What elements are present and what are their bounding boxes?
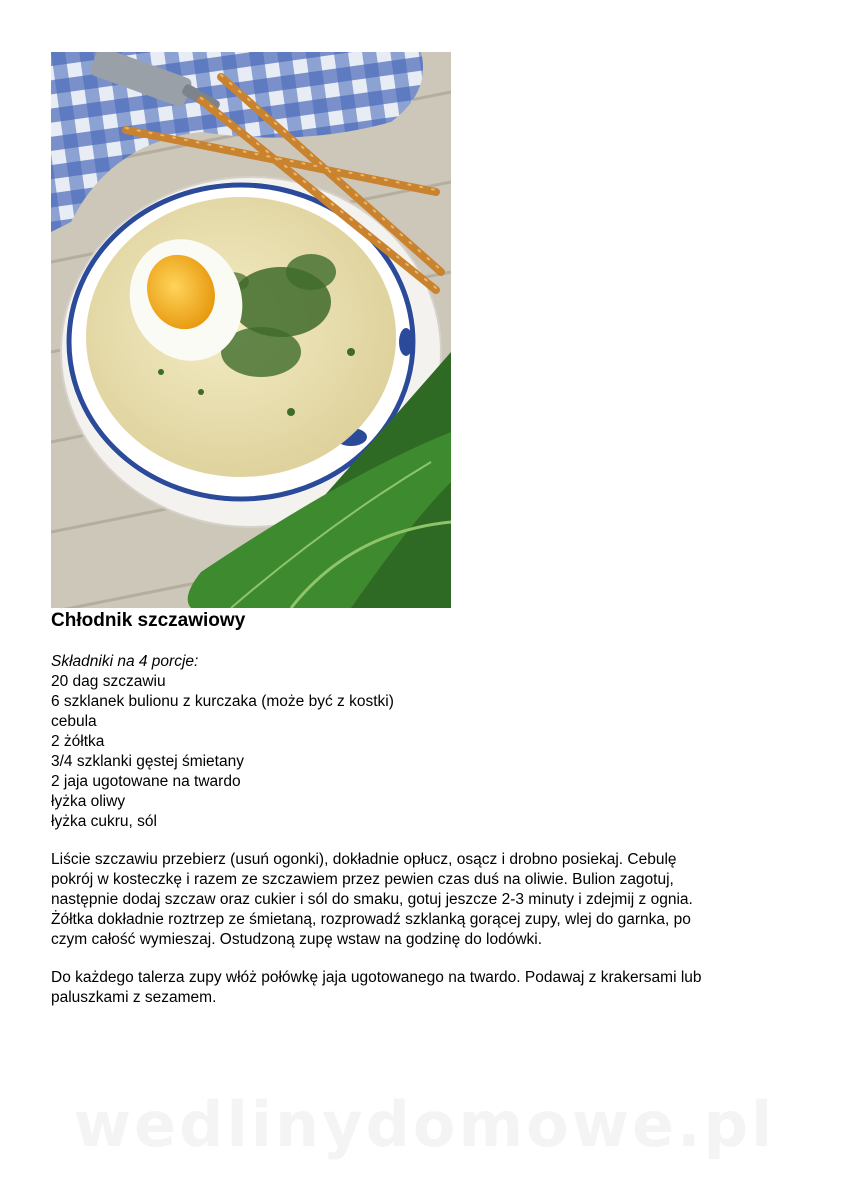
servings-label: Składniki na 4 porcje: <box>51 653 199 670</box>
serving-paragraph <box>51 968 796 1008</box>
ingredient-list <box>51 672 394 832</box>
instructions-paragraph <box>51 850 796 950</box>
ingredient-item: 3/4 szklanki gęstej śmietany <box>51 753 244 770</box>
serving-line: paluszkami z sezamem. <box>51 989 217 1006</box>
instruction-line: pokrój w kosteczkę i razem ze szczawiem przez pewien czas duś na oliwie. Bulion zagotuj, <box>51 871 674 888</box>
ingredient-item: 20 dag szczawiu <box>51 673 166 690</box>
instruction-line: Żółtka dokładnie roztrzep ze śmietaną, rozprowadź szklanką gorącej zupy, wlej do garnka, po <box>51 911 691 928</box>
ingredient-item: 2 jaja ugotowane na twardo <box>51 773 241 790</box>
ingredient-item: łyżka cukru, sól <box>51 813 157 830</box>
ingredient-item: 2 żółtka <box>51 733 105 750</box>
recipe-title: Chłodnik szczawiowy <box>51 610 246 631</box>
ingredient-item: 6 szklanek bulionu z kurczaka (może być z kostki) <box>51 693 394 710</box>
instruction-line: następnie dodaj szczaw oraz cukier i sól do smaku, gotuj jeszcze 2-3 minuty i zdejmij z ognia. <box>51 891 693 908</box>
ingredient-item: cebula <box>51 713 97 730</box>
instruction-line: Liście szczawiu przebierz (usuń ogonki), dokładnie opłucz, osącz i drobno posiekaj. Cebulę <box>51 851 677 868</box>
serving-line: Do każdego talerza zupy włóż połówkę jaja ugotowanego na twardo. Podawaj z krakersami lub <box>51 969 702 986</box>
ingredient-item: łyżka oliwy <box>51 793 126 810</box>
instruction-line: czym całość wymieszaj. Ostudzoną zupę wstaw na godzinę do lodówki. <box>51 931 543 948</box>
recipe-photo <box>51 52 451 608</box>
ingredients-section <box>51 652 394 832</box>
site-watermark: wedlinydomowe.pl <box>73 1088 776 1161</box>
soup-bowl-illustration <box>51 52 451 608</box>
